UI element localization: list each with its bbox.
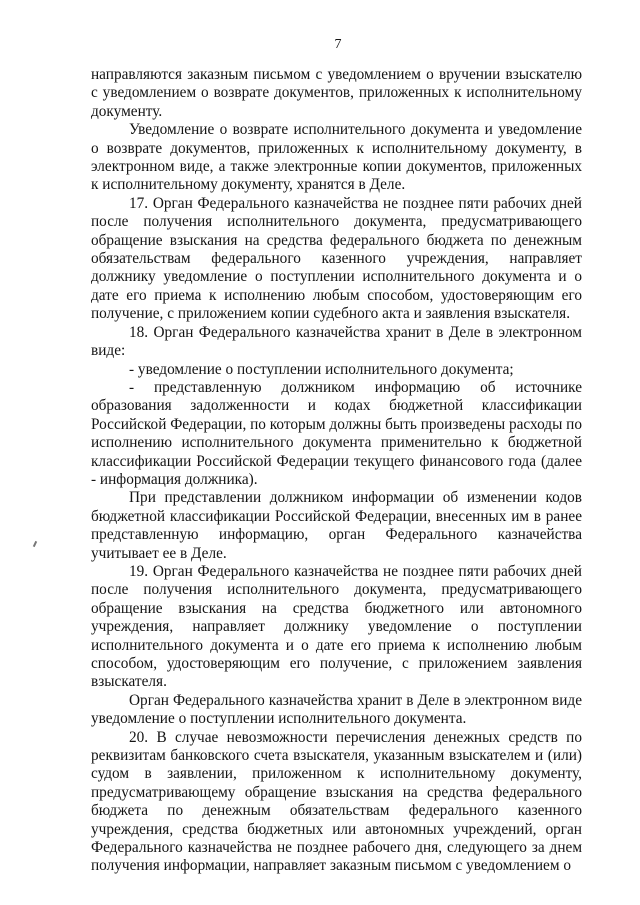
paragraph-19-storage: Орган Федерального казначейства хранит в Деле в электронном виде уведомление о поступлении исполнительного документа.	[91, 691, 582, 728]
page-number: 7	[334, 37, 342, 52]
list-item-debtor-info: - представленную должником информацию об источнике образования задолженности и кодах бюджетной классификации Российской Федерации, по которым должны быть произведены расходы по исполнению исполнительного документа применительно к бюджетной классификации Российской Федерации текущего финансового года (далее - информация должника).	[91, 378, 583, 488]
paragraph-notice-storage: Уведомление о возврате исполнительного документа и уведомление о возврате документов, приложенных к исполнительному документу, в электронном виде, а также электронные копии документов, приложенных к исполнительному документу, хранятся в Деле.	[91, 121, 582, 194]
paragraph-18: 18. Орган Федерального казначейства хранит в Деле в электронном виде:	[91, 323, 582, 360]
list-item-notice: - уведомление о поступлении исполнительного документа;	[129, 360, 514, 378]
paragraph-19: 19. Орган Федерального казначейства не позднее пяти рабочих дней после получения исполнительного документа, предусматривающего обращение взыскания на средства бюджетного или автономного учреждения, направляет должнику уведомление о поступлении исполнительного документа и о дате его приема к исполнению любым способом, удостоверяющим его получение, с приложением заявления взыскателя.	[91, 562, 582, 691]
paragraph-20: 20. В случае невозможности перечисления денежных средств по реквизитам банковского счета взыскателя, указанным взыскателем и (или) судом в заявлении, приложенном к исполнительному документу, предусматривающему обращение взыскания на средства федерального бюджета по денежным обязательствам федерального казенного учреждения, средства бюджетных или автономных учреждений, орган Федерального казначейства не позднее рабочего дня, следующего за днем получения информации, направляет заказным письмом с уведомлением о	[91, 728, 582, 875]
paragraph-code-change: При представлении должником информации об изменении кодов бюджетной классификации Российской Федерации, внесенных им в ранее представленную информацию, орган Федерального казначейства учитывает ее в Деле.	[91, 489, 582, 562]
paragraph-17: 17. Орган Федерального казначейства не позднее пяти рабочих дней после получения исполнительного документа, предусматривающего обращение взыскания на средства федерального бюджета по денежным обязательствам федерального казенного учреждения, направляет должнику уведомление о поступлении исполнительного документа и о дате его приема к исполнению любым способом, удостоверяющим его получение, с приложением копии судебного акта и заявления взыскателя.	[91, 194, 582, 323]
margin-mark	[33, 541, 37, 547]
paragraph-continuation: направляются заказным письмом с уведомлением о вручении взыскателю с уведомлением о возврате документов, приложенных к исполнительному документу.	[91, 66, 582, 120]
document-body	[91, 66, 582, 876]
